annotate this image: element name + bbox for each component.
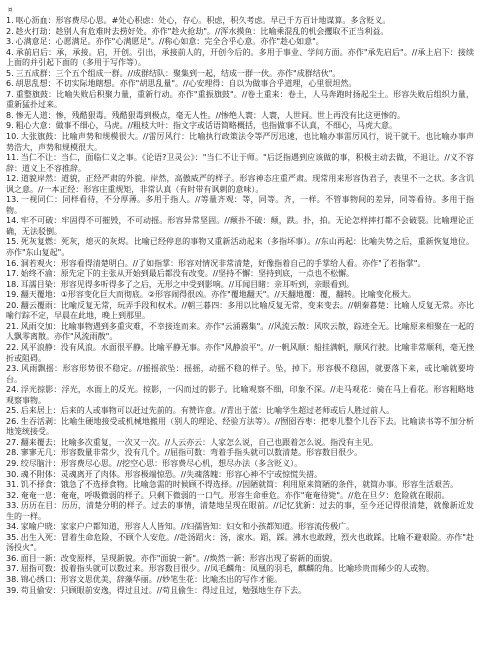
entry-number: 16. [6,258,19,268]
entry-text: 家喻户晓：家家户户都知道，形容人人皆知。//妇孺皆知：妇女和小孩都知道。形容流传极广。 [20,522,355,532]
entry-text: 后来居上：后来的人或事物可以赶过先前的。有赞许意。//青出于蓝：比喻学生超过老师或后人胜过前人。 [20,406,395,416]
entry-text: 奄奄一息：奄奄，呼吸微弱的样子。只剩下微弱的一口气。形容生命垂危。亦作"奄奄待毙"。//危在旦夕：危险就在眼前。 [20,490,450,500]
idiom-entry [6,554,474,565]
idiom-entry [6,259,474,270]
entry-text: 锦心绣口：形容文思优美，辞藻华丽。//妙笔生花：比喻杰出的写作才能。 [20,574,283,584]
entry-number: 3. [6,37,14,47]
entry-number: 9. [6,121,14,131]
idiom-entry [6,448,474,459]
entry-number: 10. [6,132,19,142]
idiom-entry [6,575,474,586]
idiom-entry [6,153,474,174]
idiom-entry [6,533,474,554]
idiom-entry [6,27,474,38]
entry-text: 死灰复燃：死灰，熄灭的灰烬。比喻已经停息的事物又重新活动起来（多指坏事）。//东山再起：比喻失势之后，重新恢复地位。亦作"东山复起"。 [6,237,474,258]
idiom-entry [6,438,474,449]
idiom-entry [6,364,474,385]
idiom-entry [6,459,474,470]
entry-number: 30. [6,469,19,479]
corner-mark: ¤ [8,6,13,14]
entry-number: 29. [6,458,19,468]
idiom-entry [6,417,474,438]
idiom-entry [6,385,474,406]
idiom-entry [6,480,474,491]
entry-text: 大张旗鼓：比喻声势和规模很大。//雷厉风行：比喻执行政策法令等严厉迅速，也比喻办事雷厉风行，说干就干。也比喻办事声势浩大，声势和规模很大。 [6,132,474,152]
entry-number: 23. [6,364,19,374]
entry-number: 8. [6,110,14,120]
entry-number: 4. [6,47,14,57]
idiom-entry [6,491,474,502]
entry-number: 2. [6,26,14,36]
entry-text: 粗心大意：做事不细心，马虎。//粗枝大叶：指文字或话语简略概括，也指做事不认真，不细心，马虎大意。 [15,121,398,131]
entry-text: 风雨交加：比喻事物遇到多重灾难，不幸接连而来。亦作"云涌霧集"。//风流云散：风吹云散，踪迹全无。比喻原来相聚在一起的人飘零离散。亦作"风流雨散"。 [6,321,474,342]
idiom-entry [6,216,474,237]
idiom-entry [6,111,474,122]
entry-number: 39. [6,585,19,595]
entry-number: 15. [6,237,19,247]
entry-text: 胡思乱想：不切实际地瞎想。亦作"胡思乱量"。//心安理得：自以为做事合乎道理，心里很坦然。 [15,79,357,89]
entry-text: 承前启后：承，承接。启，开创。引出，承接前人的，开创今后的。多用于事业、学问方面。亦作"承先启后"。//承上启下：接续上面的并引起下面的（多用于写作等）。 [6,47,474,68]
entry-number: 21. [6,321,19,331]
entry-text: 翻天覆地：①形容变化巨大而彻底。②形容闹得很凶。亦作"覆地翻天"。//天翻地覆：覆，翻转。比喻变化极大。 [20,290,416,300]
idiom-entry [6,501,474,522]
idiom-entry [6,322,474,343]
entry-text: 心满意足：心愿满足。亦作"心满愿足"。//称心如意：完全合乎心意。亦作"趁心如意"。 [15,37,324,47]
entry-number: 7. [6,89,14,99]
entry-number: 31. [6,480,19,490]
entry-number: 33. [6,501,19,511]
entry-text: 翻来覆去：比喻多次重复，一次又一次。//人云亦云：人家怎么说，自己也跟着怎么说。指没有主见。 [20,437,379,447]
entry-text: 呕心沥血：形容费尽心思。#处心积虑：处心，存心。积虑，积久考虑。早已千方百计地谋算。多含贬义。 [15,16,391,25]
entry-number: 20. [6,300,19,310]
entry-text: 出生入死：冒着生命危险，不顾个人安危。//赴汤蹈火：汤，滚水。蹈，踩。沸水也敢蹚，烈火也敢踩。比喻不避艰险。亦作"赴汤投火"。 [6,532,474,553]
entry-text: 始终不渝：原先定下的主张从开始到最后都没有改变。//坚持不懈：坚持到底，一点也不松懈。 [20,269,355,279]
entry-number: 22. [6,342,19,352]
entry-number: 34. [6,522,19,532]
entry-number: 37. [6,564,19,574]
entry-number: 17. [6,269,19,279]
entry-number: 5. [6,68,14,78]
idiom-entry [6,79,474,90]
entry-text: 历历在目：历历，清楚分明的样子。过去的事情，清楚地呈现在眼前。//记忆犹新：过去的事，至今还记得很清楚，就像新近发生的一样。 [6,501,474,521]
entry-text: 一视同仁：同样看待，不分厚薄。多用于指人。//等量齐观：等，同等。齐，一样。不管事物间的差异，同等看待。多用于指物。 [6,195,474,215]
entry-text: 耳濡目染：形容见得多听得多了之后，无形之中受到影响。//耳闻目睹：亲耳听到，亲眼看到。 [20,279,355,289]
entry-text: 屈指可数：扳着指头就可以数过来。形容数目很少。//凤毛麟角：凤凰的羽毛，麒麟的角。比喻珍贵而稀少的人或物。 [20,564,435,574]
entry-text: 趁火打劫：趁别人有危难时去捞好处。亦作"趁火抢劫"。//浑水摸鱼：比喻乘混乱的机会攫取不正当利益。 [15,26,389,36]
entry-text: 风雨飘摇：形容形势很不稳定。//摇摇欲坠：摇摇，动摇不稳的样子。坠，掉下。形容极不稳固，就要落下来，或比喻就要垮台。 [6,364,474,384]
idiom-entry [6,90,474,111]
idiom-entry [6,522,474,533]
entry-text: 当仁不让：当仁，面临仁义之事。《论语?卫灵公》："当仁不让于师。"后泛指遇到应该做的事，积极主动去做，不退让。//义不容辞：道义上不容推辞。 [6,153,474,173]
entry-text: 三五成群：三个五个组成一群。//成群结队：聚集到一起，结成一群一伙。亦作"成群结伙"。 [15,68,341,78]
idiom-entry [6,269,474,280]
idiom-entry [6,586,474,597]
entry-text: 翻云覆雨：比喻反复无常，玩弄手段和权术。//朝三暮四：多用以比喻反复无常，变来变去。//朝秦暮楚：比喻人反复无常。亦比喻行踪不定，早晨在此地，晚上到那里。 [6,300,474,321]
entry-number: 6. [6,79,14,89]
entry-text: 生吞活剥：比喻生硬地接受或机械地搬用（别人的理论、经验方法等）。//囫囵吞枣：把枣儿整个儿吞下去。比喻读书等不加分析地笼统接受。 [6,416,474,437]
idiom-entry [6,406,474,417]
idiom-entry [6,237,474,258]
idiom-entry [6,301,474,322]
idiom-entry [6,564,474,575]
idiom-entry [6,280,474,291]
entry-number: 13. [6,195,19,205]
entry-number: 18. [6,279,19,289]
entry-number: 27. [6,437,19,447]
entry-number: 28. [6,448,19,458]
entry-text: 魂不附体：灵魂离开了肉体。形容极端惊恐。//失魂落魄：形容心神不宁或惊慌失措。 [20,469,323,479]
entry-text: 风平浪静：没有风浪。水面很平静。比喻平静无事。亦作"风静浪平"。//一帆风顺：船挂满帆，顺风行驶。比喻非常顺利，毫无挫折或阻碍。 [6,342,474,363]
idiom-entry [6,470,474,481]
entry-text: 饥不择食：饿急了不选择食物。比喻急需的时候顾不得选择。//因陋就简：利用原来简陋的条件，就简办事。形容生活艰苦。 [20,480,459,490]
idiom-entry [6,16,474,27]
entry-number: 38. [6,574,19,584]
idiom-entry [6,69,474,80]
idiom-entry [6,174,474,195]
entry-number: 32. [6,490,19,500]
entry-number: 25. [6,406,19,416]
entry-number: 36. [6,553,19,563]
idiom-entry [6,132,474,153]
entry-number: 35. [6,532,19,542]
idiom-entry [6,343,474,364]
entry-text: 牢不可破：牢固得不可摧毁，不可动摇。形容异常坚固。//颠扑不破：颠，跌。扑，拍。无论怎样摔打都不会破裂。比喻理论正确，无法驳倒。 [6,216,474,236]
entry-number: 12. [6,174,19,184]
idiom-entry [6,290,474,301]
idiom-entry [6,121,474,132]
entry-number: 14. [6,216,19,226]
entry-text: 苟且偷安：只顾眼前安逸，得过且过。//苟且偷生：得过且过，勉强地生存下去。 [20,585,307,595]
entry-text: 洞若观火：形容看得清楚明白。//了如指掌：形容对情况非常清楚，好像指着自己的手掌给人看。亦作"了若指掌"。 [20,258,426,268]
entry-text: 惨无人道：惨，残酷狠毒。残酷狠毒到极点，毫无人性。//惨绝人寰：人寰，人世间。世上再没有比这更惨的。 [15,110,406,120]
entry-number: 1. [6,16,14,25]
entry-text: 绞尽脑汁：形容费尽心思。//挖空心思：形容费尽心机，想尽办法（多含贬义）。 [20,458,303,468]
idiom-entry [6,195,474,216]
entry-number: 24. [6,385,19,395]
idiom-list [6,16,474,596]
entry-number: 11. [6,153,19,163]
entry-number: 26. [6,416,19,426]
idiom-entry [6,48,474,69]
entry-number: 19. [6,290,19,300]
entry-text: 浮光掠影：浮光，水面上的反光。掠影，一闪而过的影子。比喻观察不细，印象不深。//走马观花：骑在马上看花。形容粗略地观察事物。 [6,385,474,405]
entry-text: 寥寥无几：形容数量非常少，没有几个。//屈指可数：弯着手指头就可以数清楚。形容数目很少。 [20,448,363,458]
entry-text: 道貌岸然：道貌，正经严肃的外貌。岸然，高傲威严的样子。形容神态庄重严肃。现常用来形容伪君子，表里不一之状。多含讥讽之意。//一本正经：形容庄重规矩，非常认真（有时带有讽刺的意味）。 [6,174,474,194]
idiom-entry [6,37,474,48]
entry-text: 重整旗鼓：比喻失败后积聚力量，重新行动。亦作"重振旗鼓"。//卷土重来：卷土，人马奔跑时扬起尘土。形容失败后组织力量，重新猛扑过来。 [6,89,474,110]
entry-text: 面目一新：改变原样，呈现新貌。亦作"面貌一新"。//焕然一新：形容出现了崭新的面貌。 [20,553,338,563]
